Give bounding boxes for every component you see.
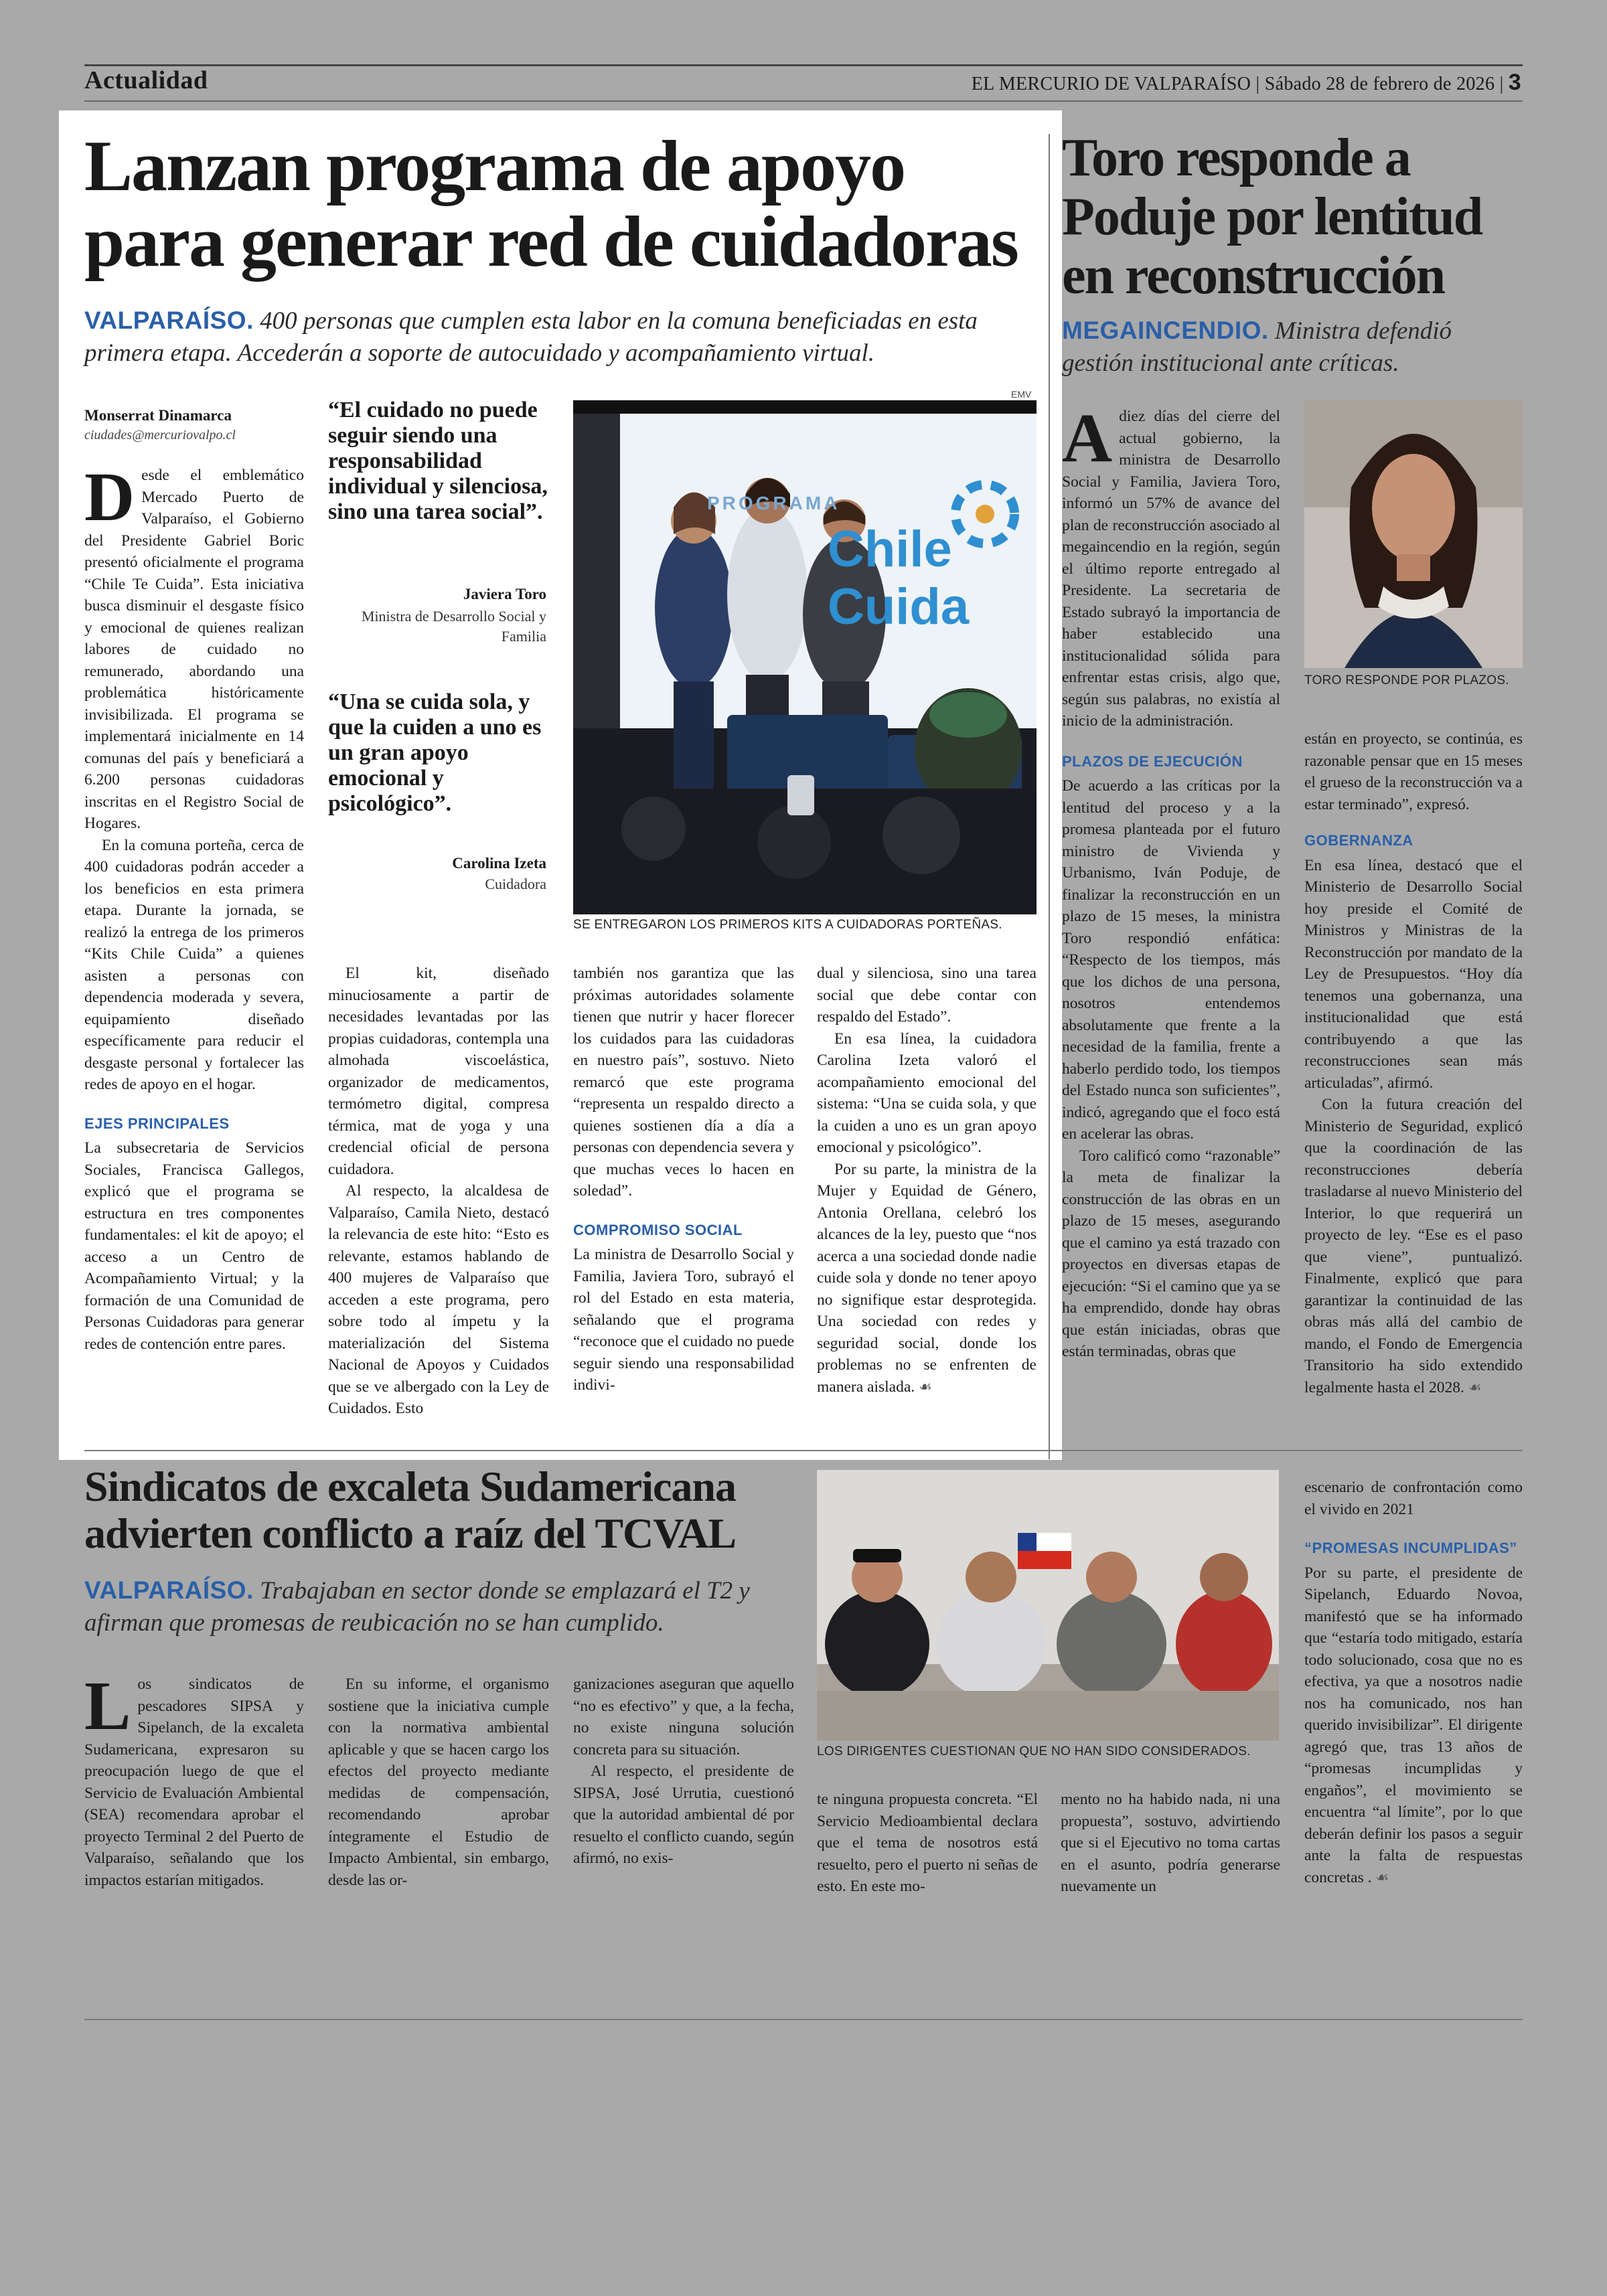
end-mark-icon: ☙	[1375, 1869, 1389, 1886]
side-col2-paragraph: En esa línea, destacó que el Ministerio de Desarrollo Social hoy preside el Comité de Ministros y Ministras de la Reconstrucción por mandato de la Ley de Presupuestos. “Hoy día tenemos una gobernanza, una institucionalidad que está contribuyendo a que las reconstrucciones sean más articuladas”, afirmó.	[1304, 856, 1523, 1092]
main-col2-paragraph: El kit, diseñado minuciosamente a partir de necesidades levantadas por las propias cuidadoras, contempla una almohada viscoelástica, organizador de medicamentos, termómetro digital, compresa térmica, mat de yoga y una credencial oficial de persona cuidadora.	[328, 965, 549, 1178]
header-top-rule	[84, 64, 1523, 66]
bottom-col2-paragraph: En su informe, el organismo sostiene que la iniciativa cumple con la normativa ambiental aplicable y que se hacen cargo los efectos del proyecto mediante medidas de compensación, recomendando aprobar íntegramente el Estudio de Impacto Ambiental, sin embargo, desde las or-	[328, 1675, 549, 1889]
column-divider	[1049, 134, 1050, 1459]
bottom-col1-paragraph: Los sindicatos de pescadores SIPSA y Sipelanch, de la excaleta Sudamericana, expresaron su preocupación luego de que el Servicio de Evaluación Ambiental (SEA) recomendara aprobar el proyecto Terminal 2 del Puerto de Valparaíso, señalando que los impactos estarían mitigados.	[84, 1667, 304, 1889]
masthead-separator: |	[1499, 74, 1504, 94]
side-col2-paragraph: Con la futura creación del Ministerio de Seguridad, explicó que la coordinación de las reconstrucciones debería trasladarse al nuevo Ministerio del Interior, lo que requerirá un proyecto de ley. “Ese es el paso que viene”, puntualizó. Finalmente, explicó que para garantizar la continuidad de las obras más allá del cambio de mando, el Fondo de Emergencia Transitorio ha sido extendido legalmente hasta el 2028. ☙	[1304, 1096, 1523, 1396]
main-headline-line1: Lanzan programa de apoyo	[84, 127, 905, 206]
side-col2-paragraph: están en proyecto, se continúa, es razonable pensar que en 15 meses el grueso de la reconstrucción va a estar terminado”, expresó.	[1304, 730, 1523, 813]
pull-quote-1: “El cuidado no puede seguir siendo una responsabilidad individual y silenciosa, sino una tarea social”.	[328, 398, 548, 524]
main-col3-paragraph: también nos garantiza que las próximas autoridades solamente tienen que nutrir y hacer florecer los cuidados para las cuidadoras en nuestro país”, sostuvo. Nieto remarcó que este programa “representa un respaldo directo a quienes sostienen día a día a personas con dependencia severa y que muchas veces lo hacen en soledad”.	[573, 965, 794, 1200]
pull-quote-2-role: Cuidadora	[485, 876, 546, 892]
bottom-photo	[817, 1470, 1279, 1740]
bottom-deck	[84, 1574, 801, 1639]
group-photo-illustration	[817, 1470, 1279, 1740]
portrait-illustration	[1304, 400, 1523, 668]
bottom-headline-line1: Sindicatos de excaleta Sudamericana	[84, 1463, 736, 1510]
main-col4-paragraph: dual y silenciosa, sino una tarea social que debe contar con respaldo del Estado”.	[817, 965, 1037, 1026]
side-deck	[1062, 315, 1517, 380]
bottom-column-1	[84, 1667, 304, 1891]
side-headline	[1062, 129, 1531, 305]
end-mark-icon: ☙	[919, 1378, 932, 1396]
main-photo	[573, 400, 1037, 914]
main-deck-text: 400 personas que cumplen esta labor en la comuna beneficiadas en esta primera etapa. Accederán a soporte de autocuidado y acompañamiento virtual.	[84, 307, 978, 367]
subhead-ejes: EJES PRINCIPALES	[84, 1115, 230, 1132]
main-deck	[84, 305, 1035, 370]
masthead-separator: |	[1255, 74, 1260, 94]
footer-rule	[84, 2019, 1523, 2020]
side-headline-line3: en reconstrucción	[1062, 246, 1445, 305]
side-column-1	[1062, 400, 1280, 1363]
bottom-column-5	[1061, 1789, 1280, 1898]
main-col4-paragraph: En esa línea, la cuidadora Carolina Izeta valoró el acompañamiento emocional del sistema: “Una se cuida sola, y que la cuiden a uno es un gran apoyo emocional y psicológico”.	[817, 1030, 1037, 1156]
section-divider	[84, 1450, 1523, 1451]
main-headline	[84, 129, 1062, 280]
side-deck-kicker: MEGAINCENDIO.	[1062, 317, 1269, 344]
bottom-photo-caption: LOS DIRIGENTES CUESTIONAN QUE NO HAN SIDO CONSIDERADOS.	[817, 1744, 1251, 1758]
bottom-headline	[84, 1463, 821, 1557]
main-col1-paragraph: Desde el emblemático Mercado Puerto de Valparaíso, el Gobierno del Presidente Gabriel Boric presentó oficialmente el programa “Chile Te Cuida”. Esta iniciativa busca disminuir el desgaste físico y emocional de quienes realizan labores de cuidado no remunerado, abordando una problemática históricamente invisibilizada. El programa se implementará inicialmente en 14 comunas del país y beneficiará a 6.200 personas cuidadoras inscritas en el Registro Social de Hogares.	[84, 459, 304, 832]
main-col2-paragraph: Al respecto, la alcaldesa de Valparaíso, Camila Nieto, destacó la relevancia de este hito: “Esto es relevante, estamos hablando de 400 mujeres de Valparaíso que acceden a este programa, pero sobre todo al ímpetu y la materialización del Sistema Nacional de Apoyos y Cuidados que se ve albergado con la Ley de Cuidados. Esto	[328, 1182, 549, 1417]
header-bottom-rule	[84, 100, 1523, 102]
event-photo-illustration	[573, 400, 1037, 914]
side-photo-caption: TORO RESPONDE POR PLAZOS.	[1304, 673, 1509, 687]
side-headline-line1: Toro responde a	[1062, 129, 1410, 187]
photo-credit: EMV	[1011, 389, 1032, 400]
pull-quote-2: “Una se cuida sola, y que la cuiden a uno es un gran apoyo emocional y psicológico”.	[328, 689, 542, 816]
side-col1-paragraph: Adiez días del cierre del actual gobierno, la ministra de Desarrollo Social y Familia, Javiera Toro, informó un 57% de avance del plan de reconstrucción asociado al megaincendio en la región, según el último reporte entregado al Presidente. La secretaria de Estado subrayó la importancia de haber establecido una institucionalidad sólida para enfrentar estas crisis, algo que, según sus palabras, no existía al inicio de la administración.	[1062, 400, 1280, 730]
bottom-col4-paragraph: te ninguna propuesta concreta. “El Servicio Medioambiental declara que el tema de nosotros está resuelto, pero el puerto ni señas de esto. En este mo-	[817, 1791, 1038, 1895]
bottom-headline-line2: advierten conflicto a raíz del TCVAL	[84, 1509, 737, 1557]
side-column-2	[1304, 728, 1523, 1399]
side-col1-paragraph: De acuerdo a las críticas por la lentitud del proceso y a la promesa planteada por el futuro ministro de Vivienda y Urbanismo, Iván Poduje, de finalizar la reconstrucción en un plazo de 15 meses, la ministra Toro respondió enfática: “Respecto de los tiempos, más que los dichos de una persona, nosotros entendemos absolutamente que frente a la necesidad de la familia, frente a haberlo perdido todo, los tiempos del Estado nunca son suficientes”, indicó, agregando que el foco está en acelerar las obras.	[1062, 777, 1280, 1143]
main-col3-paragraph: La ministra de Desarrollo Social y Familia, Javiera Toro, subrayó el rol del Estado en esta materia, señalando que el programa “reconoce que el cuidado no puede seguir siendo una responsabilidad indivi-	[573, 1246, 794, 1394]
dropcap: D	[84, 459, 135, 536]
bottom-column-2	[328, 1673, 549, 1891]
byline-author: Monserrat Dinamarca	[84, 407, 232, 424]
page-number: 3	[1508, 70, 1521, 95]
side-deck-text: Ministra defendió gestión institucional ante críticas.	[1062, 317, 1452, 378]
end-mark-icon: ☙	[1468, 1379, 1482, 1396]
subhead-compromiso: COMPROMISO SOCIAL	[573, 1221, 743, 1238]
pull-quote-1-name: Javiera Toro	[463, 586, 546, 602]
masthead	[972, 70, 1521, 96]
main-col1-paragraph: En la comuna porteña, cerca de 400 cuidadoras podrán acceder a los beneficios en esta primera etapa. Durante la jornada, se realizó la entrega de los primeros “Kits Chile Cuida” a quienes asisten a personas con dependencia moderada y severa, equipamiento diseñado específicamente para reducir el desgaste personal y fortalecer las redes de apoyo en el hogar.	[84, 836, 304, 1093]
bottom-col5-paragraph: mento no ha habido nada, ni una propuesta”, sostuvo, advirtiendo que si el Ejecutivo no toma cartas en el asunto, podría generarse nuevamente un	[1061, 1791, 1280, 1895]
main-deck-kicker: VALPARAÍSO.	[84, 307, 254, 334]
main-photo-caption: SE ENTREGARON LOS PRIMEROS KITS A CUIDADORAS PORTEÑAS.	[573, 918, 1002, 932]
publication-name: EL MERCURIO DE VALPARAÍSO	[971, 74, 1251, 94]
bottom-deck-text: Trabajaban en sector donde se emplazará el T2 y afirman que promesas de reubicación no se han cumplido.	[84, 1577, 750, 1637]
side-col1-paragraph: Toro calificó como “razonable” la meta de finalizar la construcción de las obras en un plazo de 15 meses, asegurando que el camino ya está trazado con proyectos en diversas etapas de ejecución: “Si el camino que ya se ha emprendido, donde hay obras que están iniciadas, obras que están terminadas, obras que	[1062, 1147, 1280, 1360]
bottom-col6-paragraph: Por su parte, el presidente de Sipelanch, Eduardo Novoa, manifestó que se ha informado que “estaría todo mitigado, estaría todo solucionado, cosa que no es efectiva, ya que a nosotros nadie nos ha comunicado, nos han querido invisibilizar”. El dirigente agregó que, tras 13 años de “promesas incumplidas y engaños”, el movimiento se encuentra “al límite”, por lo que deberán definir los pasos a seguir ante la falta de respuestas concretas . ☙	[1304, 1564, 1523, 1886]
subhead-plazos: PLAZOS DE EJECUCIÓN	[1062, 752, 1243, 770]
banner-small-text: PROGRAMA	[707, 493, 840, 513]
bottom-deck-kicker: VALPARAÍSO.	[84, 1576, 254, 1604]
bottom-col3-paragraph: Al respecto, el presidente de SIPSA, José Urrutia, cuestionó que la autoridad ambiental dé por resuelto el conflicto cuando, según afirmó, no exis-	[573, 1762, 794, 1867]
bottom-column-4	[817, 1789, 1038, 1898]
main-headline-line2: para generar red de cuidadoras	[84, 202, 1018, 282]
bottom-col6-paragraph: escenario de confrontación como el vivido en 2021	[1304, 1479, 1523, 1518]
side-headline-line2: Poduje por lentitud	[1062, 187, 1482, 246]
subhead-gobernanza: GOBERNANZA	[1304, 832, 1413, 849]
side-photo	[1304, 400, 1523, 668]
bottom-col3-paragraph: ganizaciones aseguran que aquello “no es efectivo” y que, a la fecha, no existe ninguna solución concreta para su situación.	[573, 1675, 794, 1758]
main-column-2	[328, 963, 549, 1420]
banner-text: Chile Cuida	[828, 521, 970, 635]
issue-date: Sábado 28 de febrero de 2026	[1264, 74, 1495, 94]
bottom-column-6	[1304, 1477, 1523, 1889]
main-col1-paragraph: La subsecretaria de Servicios Sociales, Francisca Gallegos, explicó que el programa se estructura en tres componentes fundamentales: el kit de apoyo; el acceso a un Centro de Acompañamiento Virtual; y la formación de una Comunidad de Personas Cuidadoras para generar redes de contención entre pares.	[84, 1139, 304, 1353]
dropcap: A	[1062, 400, 1113, 477]
bottom-column-3	[573, 1673, 794, 1870]
pull-quote-1-role: Ministra de Desarrollo Social y Familia	[361, 608, 546, 645]
pull-quote-2-name: Carolina Izeta	[452, 855, 546, 872]
subhead-promesas: “PROMESAS INCUMPLIDAS”	[1304, 1540, 1517, 1556]
section-label: Actualidad	[84, 66, 208, 94]
main-col4-paragraph: Por su parte, la ministra de la Mujer y Equidad de Género, Antonia Orellana, celebró los alcances de la ley, puesto que “nos acerca a una sociedad donde nadie cuide sola y donde no tener apoyo no signifique estar desprotegida. Una sociedad con redes y seguridad social, donde los problemas no se enfrenten de manera aislada. ☙	[817, 1160, 1037, 1396]
dropcap: L	[84, 1667, 131, 1744]
main-column-3	[573, 963, 794, 1396]
byline-email: ciudades@mercuriovalpo.cl	[84, 428, 236, 442]
main-column-1	[84, 406, 304, 1355]
main-column-4	[817, 963, 1037, 1398]
